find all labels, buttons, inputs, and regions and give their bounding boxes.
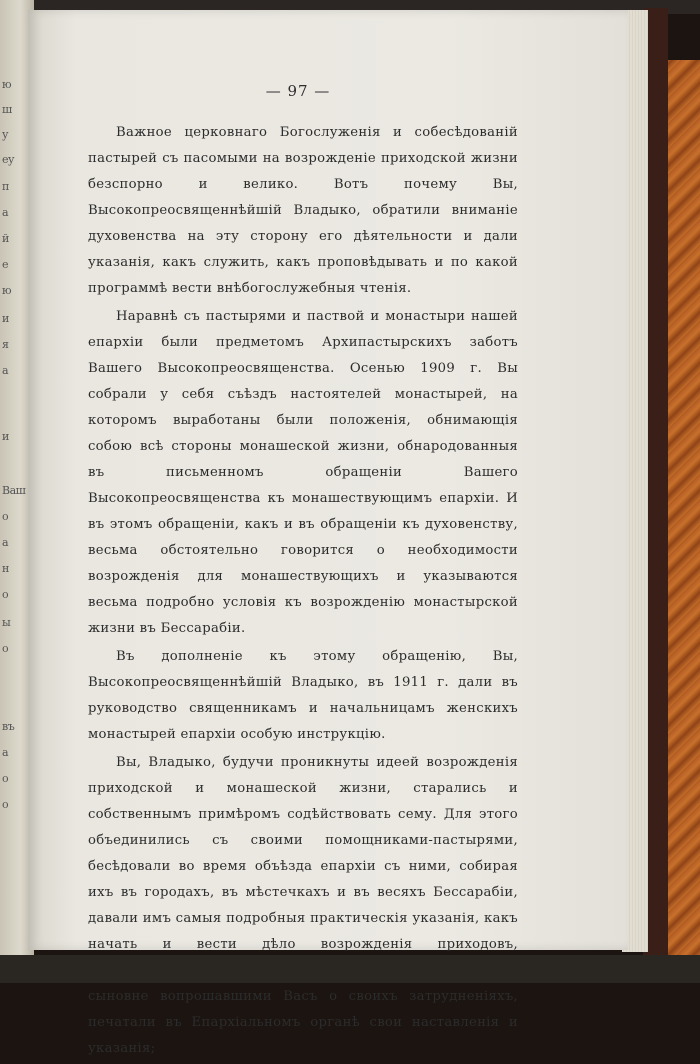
book-page (28, 10, 628, 1056)
left-page-fragment: еу (2, 153, 14, 166)
left-page-fragment: й (2, 232, 9, 245)
left-page-fragment: а (2, 206, 9, 219)
left-page-fragment: ю (2, 284, 12, 297)
left-page-fragment: о (2, 772, 9, 785)
paragraph: Въ дополненіе къ этому обращенію, Вы, Высокопреосвященнѣйшій Владыко, въ 1911 г. дали въ руководство священникамъ и начальницамъ женскихъ монастырей епархіи особую инструкцію. (88, 649, 518, 742)
left-page-fragment: ы (2, 616, 11, 629)
paragraph: Важное церковнаго Богослуженія и собесѣдованій пастырей съ пасомыми на возрожденіе приходской жизни безспорно и велико. Вотъ почему Вы, Высокопреосвященнѣйшій Владыко, обратили вниманіе духовенства на эту сторону его дѣятельности и дали указанія, какъ служить, какъ проповѣдывать и по какой программѣ вести внѣбогослужебныя чтенія. (88, 125, 518, 296)
left-page-fragment: о (2, 510, 9, 523)
left-page-fragment: а (2, 536, 9, 549)
page-text (88, 120, 518, 1064)
left-page-fragment: о (2, 588, 9, 601)
left-page-fragment: а (2, 746, 9, 759)
left-page-fragment: ю (2, 78, 12, 91)
paragraph: Вы, Владыко, будучи проникнуты идеей возрожденія приходской и монашеской жизни, старались и собственнымъ примѣромъ содѣйствовать сему. Для этого объединились съ своими помощниками-пастырями, бесѣдовали во время объѣзда епархіи съ ними, собирая ихъ въ городахъ, въ мѣстечкахъ и въ весяхъ Бессарабіи, давали имъ самыя подробныя практическія указанія, какъ начать и вести дѣло возрожденія приходовъ, сыновне вопрошавшими Васъ о своихъ затрудненіяхъ, печатали въ Епархіальномъ органѣ свои наставленія и указанія; (88, 755, 518, 1056)
left-page-fragment: е (2, 258, 9, 271)
left-page-fragment: и (2, 312, 9, 325)
left-page-fragment: п (2, 180, 9, 193)
left-page-fragment: Ваш (2, 484, 26, 497)
left-page-fragment: я (2, 338, 9, 351)
left-page-fragment: а (2, 364, 9, 377)
page-number: — 97 — (265, 82, 331, 100)
left-page-fragment: н (2, 562, 9, 575)
left-page-fragment: у (2, 128, 8, 141)
background-bottom (0, 955, 700, 983)
left-page-fragment: о (2, 642, 9, 655)
left-page-fragment: и (2, 430, 9, 443)
left-page-fragment: въ (2, 720, 15, 733)
paragraph: Наравнѣ съ пастырями и паствой и монастыри нашей епархіи были предметомъ Архипастырскихъ заботъ Вашего Высокопреосвященства. Осенью 1909 г. Вы собрали у себя съѣздъ настоятелей монастырей, на которомъ выработаны были положенія, обнимающія собою всѣ стороны монашеской жизни, обнародованныя въ письменномъ обращеніи Вашего Высокопреосвященства къ монашествующимъ епархіи. И въ этомъ обращеніи, какъ и въ обращеніи къ духовенству, весьма обстоятельно говорится о необходимости возрожденія для монашествующихъ и указываются весьма подробно условія къ возрожденію монастырской жизни въ Бессарабіи. (88, 309, 518, 636)
left-page-fragment: ш (2, 103, 12, 116)
left-page-fragment: о (2, 798, 9, 811)
